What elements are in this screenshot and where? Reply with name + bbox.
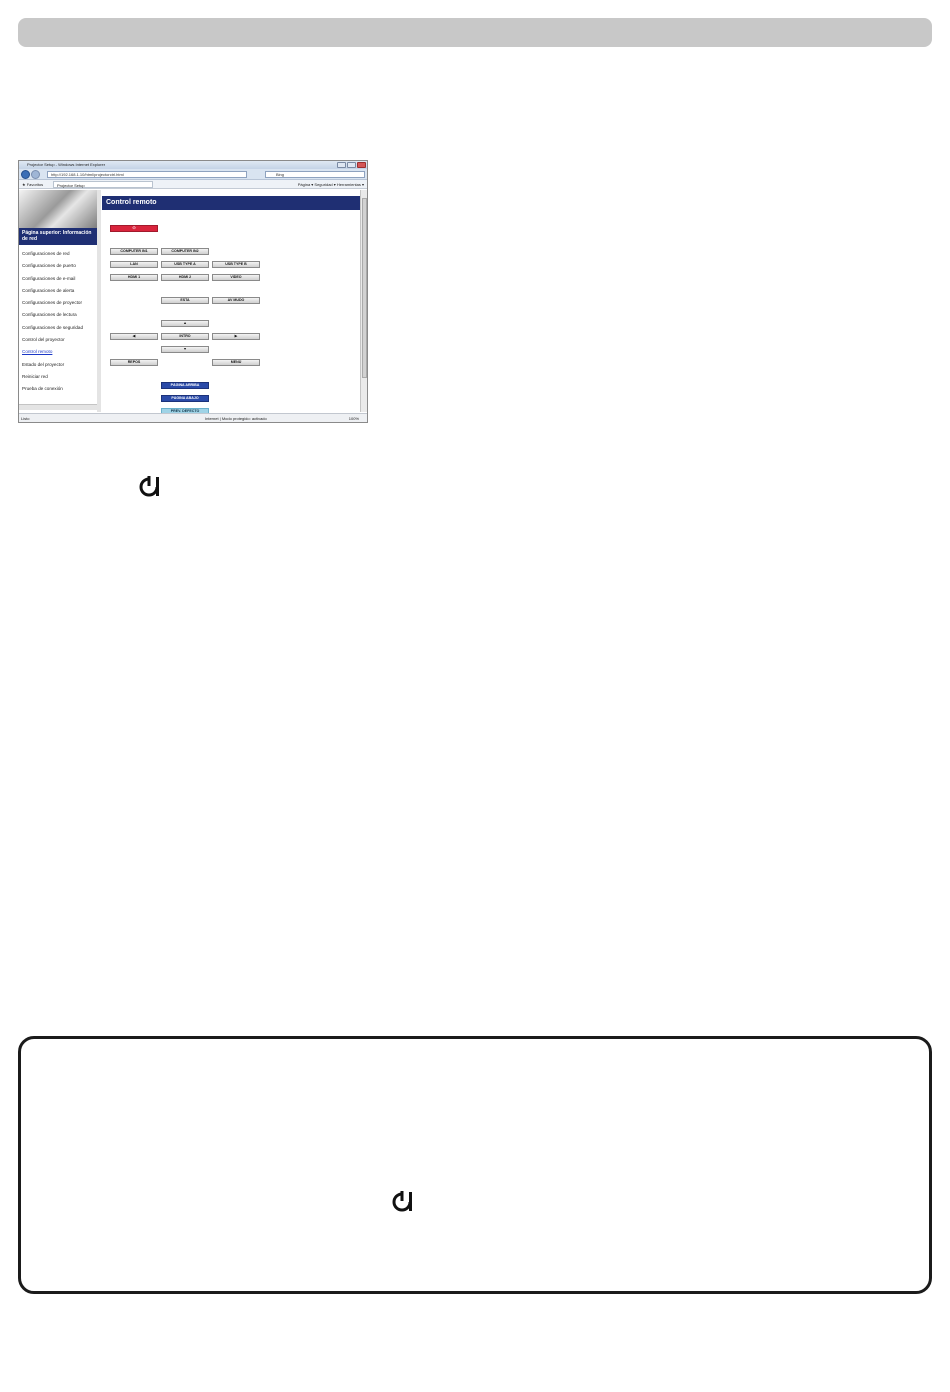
status-bar bbox=[19, 413, 367, 423]
sidebar-item[interactable]: Reiniciar red bbox=[22, 373, 48, 379]
sidebar-item[interactable]: Configuraciones de lectura bbox=[22, 312, 77, 318]
status-zone: Internet | Modo protegido: activado bbox=[205, 416, 267, 421]
toolbar-menus[interactable]: Página ▾ Seguridad ▾ Herramientas ▾ bbox=[297, 182, 364, 187]
favorites-bar bbox=[19, 180, 367, 189]
minimize-button[interactable] bbox=[337, 162, 346, 168]
main-panel bbox=[102, 190, 360, 412]
video-button[interactable]: VIDEO bbox=[212, 274, 260, 281]
usb-type-b-button[interactable]: USB TYPE B bbox=[212, 261, 260, 268]
hdmi2-button[interactable]: HDMI 2 bbox=[161, 274, 209, 281]
page-up-button[interactable]: PÁGINA ARRIBA bbox=[161, 382, 209, 389]
sidebar bbox=[19, 190, 101, 412]
page-title: Control remoto bbox=[102, 196, 360, 210]
sidebar-item[interactable]: Control del proyector bbox=[22, 337, 65, 343]
power-button[interactable]: ⏻ bbox=[110, 225, 158, 232]
av-mudo-button[interactable]: AV MUDO bbox=[212, 297, 260, 304]
repos-button[interactable]: REPOS bbox=[110, 359, 158, 366]
right-arrow-button[interactable]: ▶ bbox=[212, 333, 260, 340]
note-box bbox=[18, 1036, 932, 1294]
sidebar-scrollbar[interactable] bbox=[97, 190, 101, 412]
search-input[interactable]: Bing bbox=[265, 171, 365, 178]
back-icon[interactable] bbox=[21, 170, 30, 179]
zoom-level[interactable]: 100% bbox=[348, 416, 359, 421]
left-arrow-button[interactable]: ◀ bbox=[110, 333, 158, 340]
main-scrollbar[interactable] bbox=[360, 190, 368, 412]
intro-button[interactable]: INTRO bbox=[161, 333, 209, 340]
sidebar-item[interactable]: Configuraciones de alerta bbox=[22, 287, 75, 293]
sidebar-heading[interactable]: Página superior: Información de red bbox=[19, 228, 97, 245]
browser-tab[interactable]: Projector Setup bbox=[53, 181, 153, 188]
menu-button[interactable]: MENÚ bbox=[212, 359, 260, 366]
up-arrow-button[interactable]: ▲ bbox=[161, 320, 209, 327]
sidebar-item[interactable]: Configuraciones de seguridad bbox=[22, 324, 84, 330]
favorites-button[interactable]: ★ Favoritos bbox=[22, 182, 44, 187]
url-input[interactable]: http://192.168.1.10/html/projectorctrl.html bbox=[47, 171, 247, 178]
lan-button[interactable]: LAN bbox=[110, 261, 158, 268]
section-header-bar bbox=[18, 18, 932, 47]
forward-icon[interactable] bbox=[31, 170, 40, 179]
power-icon bbox=[137, 474, 163, 500]
sidebar-item[interactable]: Configuraciones de red bbox=[22, 251, 70, 256]
maximize-button[interactable] bbox=[347, 162, 356, 168]
address-bar bbox=[19, 169, 367, 180]
projector-logo bbox=[19, 190, 97, 228]
sidebar-item[interactable]: Configuraciones de e-mail bbox=[22, 275, 76, 281]
down-arrow-button[interactable]: ▼ bbox=[161, 346, 209, 353]
usb-type-a-button[interactable]: USB TYPE A bbox=[161, 261, 209, 268]
sidebar-menu bbox=[22, 248, 96, 396]
esta-button[interactable]: ESTA bbox=[161, 297, 209, 304]
close-button[interactable] bbox=[357, 162, 366, 168]
computer-in2-button[interactable]: COMPUTER IN2 bbox=[161, 248, 209, 255]
page-down-button[interactable]: PÁGINA ABAJO bbox=[161, 395, 209, 402]
favorites-label: Favoritos bbox=[26, 182, 44, 187]
power-icon bbox=[390, 1189, 416, 1215]
scroll-thumb[interactable] bbox=[362, 198, 367, 378]
status-text: Listo bbox=[21, 416, 30, 421]
hdmi1-button[interactable]: HDMI 1 bbox=[110, 274, 158, 281]
sidebar-hscrollbar[interactable] bbox=[19, 404, 97, 410]
sidebar-item[interactable]: Prueba de conexión bbox=[22, 386, 63, 392]
computer-in1-button[interactable]: COMPUTER IN1 bbox=[110, 248, 158, 255]
sidebar-item[interactable]: Configuraciones de proyector bbox=[22, 300, 83, 306]
browser-screenshot bbox=[18, 160, 368, 423]
sidebar-item-active[interactable]: Control remoto bbox=[22, 349, 53, 355]
sidebar-item[interactable]: Estado del proyector bbox=[22, 361, 65, 367]
sidebar-item[interactable]: Configuraciones de puerto bbox=[22, 263, 76, 269]
prev-default-button[interactable]: PREV. DEFECTO bbox=[161, 408, 209, 415]
window-titlebar bbox=[19, 161, 367, 169]
window-title: Projector Setup - Windows Internet Explorer bbox=[27, 162, 106, 167]
